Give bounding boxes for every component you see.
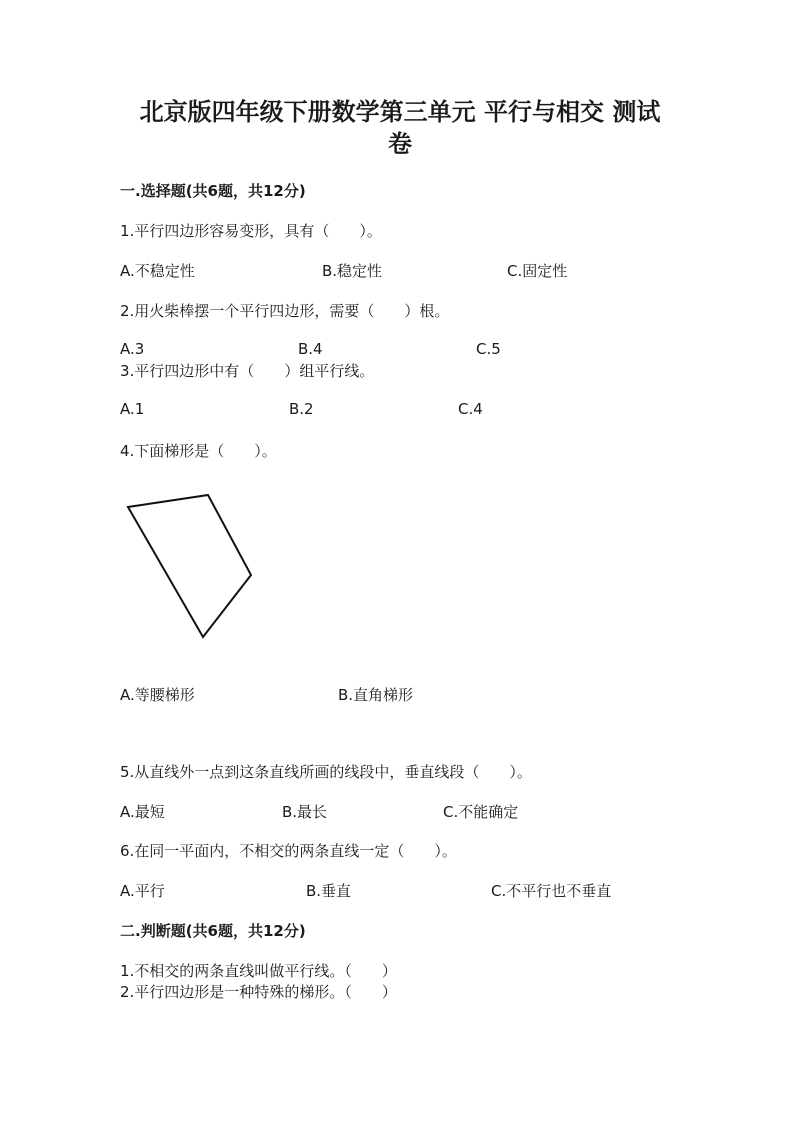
q4-option-b: B.直角梯形 (338, 686, 414, 704)
q6-option-a: A.平行 (120, 882, 165, 900)
trapezoid-figure (110, 485, 270, 655)
question-1: 1.平行四边形容易变形，具有（ ）。 (120, 222, 382, 240)
q6-option-b: B.垂直 (306, 882, 352, 900)
q6-option-c: C.不平行也不垂直 (491, 882, 612, 900)
trapezoid-shape (128, 495, 251, 637)
title-line-1: 北京版四年级下册数学第三单元 平行与相交 测试 (139, 97, 661, 126)
q1-option-c: C.固定性 (507, 262, 568, 280)
question-3: 3.平行四边形中有（ ）组平行线。 (120, 362, 375, 380)
q2-option-b: B.4 (298, 340, 323, 358)
q5-option-b: B.最长 (282, 803, 328, 821)
q1-option-a: A.不稳定性 (120, 262, 195, 280)
q5-option-c: C.不能确定 (443, 803, 519, 821)
page-title (100, 96, 700, 160)
q2-option-c: C.5 (476, 340, 501, 358)
judge-question-1: 1.不相交的两条直线叫做平行线。（ ） (120, 962, 397, 980)
section-1-heading: 一.选择题(共6题，共12分) (120, 182, 306, 200)
title-line-2: 卷 (388, 129, 412, 158)
question-2: 2.用火柴棒摆一个平行四边形，需要（ ）根。 (120, 302, 450, 320)
q1-option-b: B.稳定性 (322, 262, 383, 280)
q2-option-a: A.3 (120, 340, 145, 358)
question-4: 4.下面梯形是（ ）。 (120, 442, 277, 460)
question-5: 5.从直线外一点到这条直线所画的线段中，垂直线段（ ）。 (120, 763, 532, 781)
q3-option-b: B.2 (289, 400, 314, 418)
q3-option-a: A.1 (120, 400, 145, 418)
section-2-heading: 二.判断题(共6题，共12分) (120, 922, 306, 940)
q3-option-c: C.4 (458, 400, 483, 418)
q5-option-a: A.最短 (120, 803, 165, 821)
question-6: 6.在同一平面内，不相交的两条直线一定（ ）。 (120, 842, 457, 860)
judge-question-2: 2.平行四边形是一种特殊的梯形。（ ） (120, 983, 397, 1001)
q4-option-a: A.等腰梯形 (120, 686, 195, 704)
